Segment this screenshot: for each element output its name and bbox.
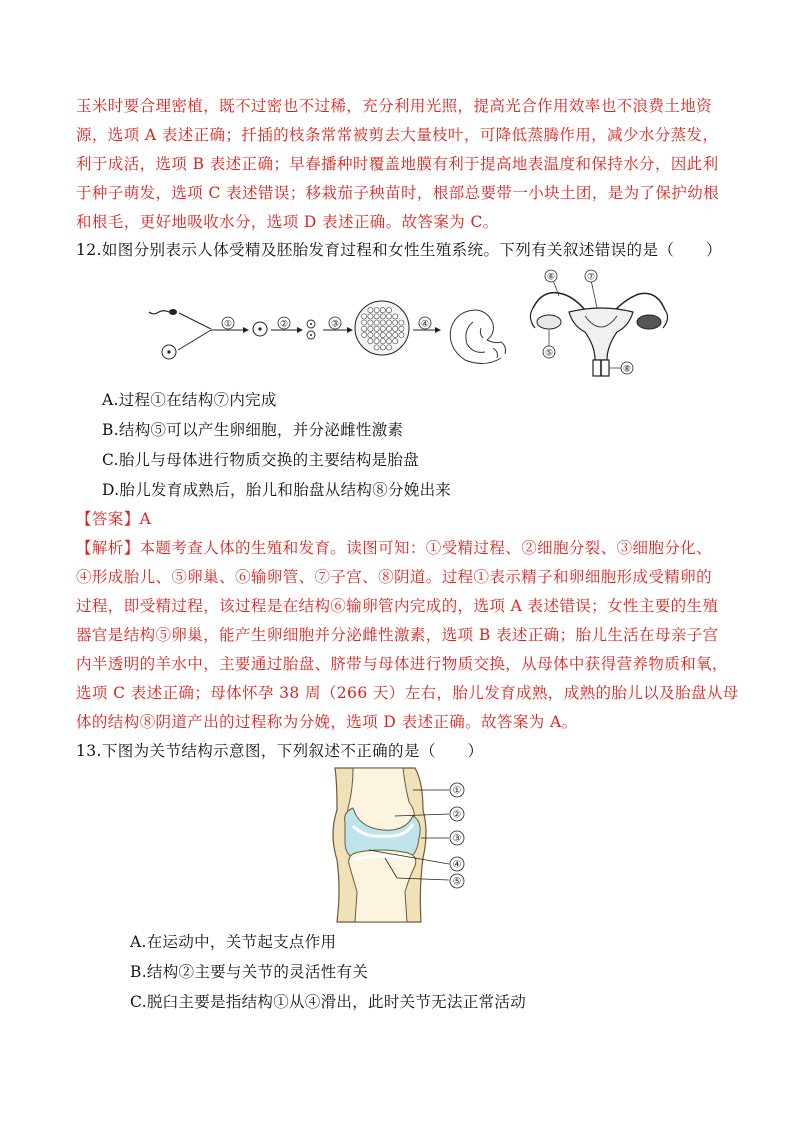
figure-label: ⑧ <box>622 364 632 375</box>
cell-dot <box>368 320 373 325</box>
cell-dot <box>386 320 391 325</box>
q12-option-d: D.胎儿发育成熟后，胎儿和胎盘从结构⑧分娩出来 <box>102 481 452 499</box>
q13-option-a: A.在运动中，关节起支点作用 <box>130 933 337 951</box>
analysis-line: 和根毛，更好地吸收水分，选项 D 表述正确。故答案为 C。 <box>76 213 499 231</box>
cell-dot <box>368 314 373 319</box>
cell-dot <box>368 332 373 337</box>
cell-dot <box>362 326 367 331</box>
q12-answer: 【答案】A <box>76 510 152 528</box>
q13-stem: 13.下图为关节结构示意图，下列叙述不正确的是（ ） <box>76 742 484 760</box>
cell-dot <box>386 308 391 313</box>
figure-label: ④ <box>452 859 462 871</box>
cell-dot <box>380 326 385 331</box>
figure-label: ① <box>452 785 462 797</box>
cell-dot <box>386 339 391 344</box>
analysis-line: 器官是结构⑤卵巢，能产生卵细胞并分泌雌性激素，选项 B 表述正确；胎儿生活在母亲子宫 <box>76 626 719 644</box>
cell-dot <box>374 326 379 331</box>
female-reproductive-system-icon <box>530 293 667 376</box>
cell-dot <box>380 314 385 319</box>
prev-analysis <box>76 92 726 237</box>
cell-dot <box>393 326 398 331</box>
figure-label: ④ <box>420 319 430 330</box>
analysis-line: 选项 C 表述正确；母体怀孕 38 周（266 天）左右，胎儿发育成熟，成熟的胎儿以及胎盘从母 <box>76 684 739 702</box>
zygote-icon <box>253 322 267 336</box>
figure-label: ② <box>279 319 289 330</box>
q12-option-b: B.结构⑤可以产生卵细胞，并分泌雌性激素 <box>102 421 404 439</box>
figure-label: ③ <box>330 319 340 330</box>
analysis-line: ④形成胎儿、⑤卵巢、⑥输卵管、⑦子宫、⑧阴道。过程①表示精子和卵细胞形成受精卵的 <box>76 568 713 586</box>
cell-dot <box>393 314 398 319</box>
cell-dot <box>380 308 385 313</box>
q12-option-a: A.过程①在结构⑦内完成 <box>102 391 277 409</box>
cell-dot <box>399 332 404 337</box>
cell-dot <box>362 320 367 325</box>
cell-dot <box>386 326 391 331</box>
analysis-line: 玉米时要合理密植，既不过密也不过稀，充分利用光照，提高光合作用效率也不浪费土地资 <box>76 97 713 115</box>
cell-dot <box>399 320 404 325</box>
analysis-line: 源，选项 A 表述正确；扦插的枝条常常被剪去大量枝叶，可降低蒸腾作用，减少水分蒸发， <box>76 126 719 144</box>
analysis-line: 利于成活，选项 B 表述正确；早春播种时覆盖地膜有利于提高地表温度和保持水分，因此利 <box>76 155 719 173</box>
lower-bone <box>349 850 416 922</box>
q12-analysis <box>76 534 739 737</box>
q12-option-c: C.胎儿与母体进行物质交换的主要结构是胎盘 <box>102 451 420 469</box>
cell-dot <box>368 326 373 331</box>
figure-label: ⑤ <box>544 348 554 359</box>
q12-figure <box>145 268 630 380</box>
cell-dot <box>380 339 385 344</box>
cell-dot <box>374 320 379 325</box>
embryo-icon <box>450 310 505 364</box>
cell-dot <box>368 339 373 344</box>
cell-dot <box>393 339 398 344</box>
figure-label: ③ <box>452 833 462 845</box>
cell-dot <box>393 332 398 337</box>
cell-dot <box>374 345 379 350</box>
cell-ball-icon <box>355 301 409 355</box>
analysis-line: 体的结构⑧阴道产出的过程称为分娩，选项 D 表述正确。故答案为 A。 <box>76 713 578 731</box>
cell-dot <box>386 345 391 350</box>
figure-label: ⑦ <box>586 272 596 283</box>
cell-dot <box>380 332 385 337</box>
cell-dot <box>368 308 373 313</box>
cell-dot <box>362 332 367 337</box>
analysis-line: 于种子萌发，选项 C 表述错误；移栽茄子秧苗时，根部总要带一小块土团，是为了保护幼根 <box>76 184 720 202</box>
cell-dot <box>374 308 379 313</box>
q13-option-b: B.结构②主要与关节的灵活性有关 <box>130 963 369 981</box>
q12-stem: 12.如图分别表示人体受精及胚胎发育过程和女性生殖系统。下列有关叙述错误的是（ ） <box>76 241 722 259</box>
two-cell-icon <box>307 320 315 339</box>
cell-dot <box>399 326 404 331</box>
q13-figure <box>325 768 475 922</box>
egg-cell-icon <box>162 345 176 359</box>
cell-dot <box>386 314 391 319</box>
cell-dot <box>374 332 379 337</box>
cell-dot <box>380 345 385 350</box>
figure-label: ⑥ <box>546 272 556 283</box>
figure-label: ⑤ <box>452 876 462 888</box>
figure-label: ② <box>452 809 462 821</box>
sperm-icon <box>149 309 177 315</box>
analysis-line: 内半透明的羊水中，主要通过胎盘、脐带与母体进行物质交换，从母体中获得营养物质和氧， <box>76 655 728 673</box>
cell-dot <box>380 320 385 325</box>
analysis-line: 过程，即受精过程，该过程是在结构⑥输卵管内完成的，选项 A 表述错误；女性主要的生殖 <box>76 597 719 615</box>
cell-dot <box>374 339 379 344</box>
cell-dot <box>393 320 398 325</box>
cell-dot <box>362 314 367 319</box>
cell-dot <box>374 314 379 319</box>
cell-dot <box>386 332 391 337</box>
figure-label: ① <box>223 319 233 330</box>
q13-option-c: C.脱臼主要是指结构①从④滑出，此时关节无法正常活动 <box>130 993 527 1011</box>
analysis-line: 【解析】本题考查人体的生殖和发育。读图可知：①受精过程、②细胞分裂、③细胞分化、 <box>76 539 713 557</box>
